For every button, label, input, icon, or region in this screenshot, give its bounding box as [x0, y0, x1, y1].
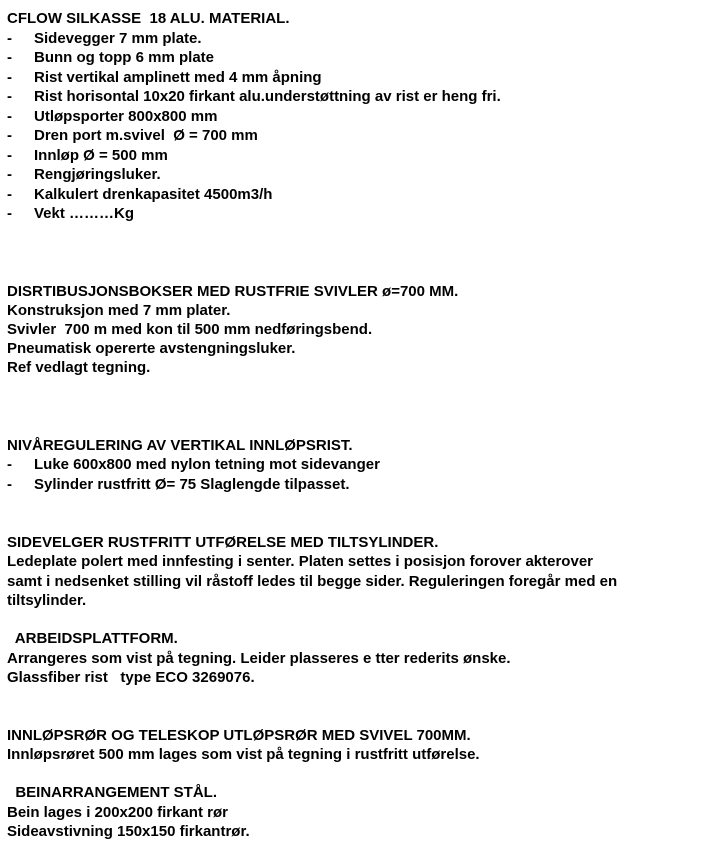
distribusjon-line: Svivler 700 m med kon til 500 mm nedføringsbend. — [7, 321, 373, 338]
silkasse-item: - Rist vertikal amplinett med 4 mm åpning — [7, 69, 322, 86]
beinarrangement-line: Sideavstivning 150x150 firkantrør. — [7, 823, 250, 840]
nivaregulering-heading: NIVÅREGULERING AV VERTIKAL INNLØPSRIST. — [7, 437, 353, 454]
silkasse-item: - Kalkulert drenkapasitet 4500m3/h — [7, 186, 273, 203]
silkasse-heading: CFLOW SILKASSE 18 ALU. MATERIAL. — [7, 10, 290, 27]
silkasse-item: - Dren port m.svivel Ø = 700 mm — [7, 127, 258, 144]
arbeidsplattform-line: Arrangeres som vist på tegning. Leider plasseres e tter rederits ønske. — [7, 650, 511, 667]
sidevelger-line: tiltsylinder. — [7, 592, 87, 609]
innlopsror-line: Innløpsrøret 500 mm lages som vist på tegning i rustfritt utførelse. — [7, 746, 480, 763]
nivaregulering-item: - Luke 600x800 med nylon tetning mot sidevanger — [7, 456, 380, 473]
nivaregulering-item: - Sylinder rustfritt Ø= 75 Slaglengde tilpasset. — [7, 476, 350, 493]
distribusjon-heading: DISRTIBUSJONSBOKSER MED RUSTFRIE SVIVLER ø=700 MM. — [7, 283, 459, 300]
innlopsror-heading: INNLØPSRØR OG TELESKOP UTLØPSRØR MED SVIVEL 700MM. — [7, 727, 471, 744]
distribusjon-line: Pneumatisk opererte avstengningsluker. — [7, 340, 296, 357]
beinarrangement-line: Bein lages i 200x200 firkant rør — [7, 804, 228, 821]
silkasse-item: - Bunn og topp 6 mm plate — [7, 49, 214, 66]
silkasse-item: - Utløpsporter 800x800 mm — [7, 108, 218, 125]
arbeidsplattform-heading: ARBEIDSPLATTFORM. — [7, 630, 178, 647]
silkasse-item: - Vekt ………Kg — [7, 205, 135, 222]
silkasse-item: - Rist horisontal 10x20 firkant alu.understøttning av rist er heng fri. — [7, 88, 501, 105]
distribusjon-line: Ref vedlagt tegning. — [7, 359, 151, 376]
arbeidsplattform-line: Glassfiber rist type ECO 3269076. — [7, 669, 255, 686]
silkasse-item: - Rengjøringsluker. — [7, 166, 161, 183]
distribusjon-line: Konstruksjon med 7 mm plater. — [7, 302, 231, 319]
beinarrangement-heading: BEINARRANGEMENT STÅL. — [7, 784, 217, 801]
sidevelger-line: Ledeplate polert med innfesting i senter. Platen settes i posisjon forover akterover — [7, 553, 593, 570]
silkasse-item: - Innløp Ø = 500 mm — [7, 147, 168, 164]
silkasse-item: - Sidevegger 7 mm plate. — [7, 30, 202, 47]
sidevelger-heading: SIDEVELGER RUSTFRITT UTFØRELSE MED TILTSYLINDER. — [7, 534, 439, 551]
sidevelger-line: samt i nedsenket stilling vil råstoff ledes til begge sider. Reguleringen foregår med en — [7, 573, 618, 590]
